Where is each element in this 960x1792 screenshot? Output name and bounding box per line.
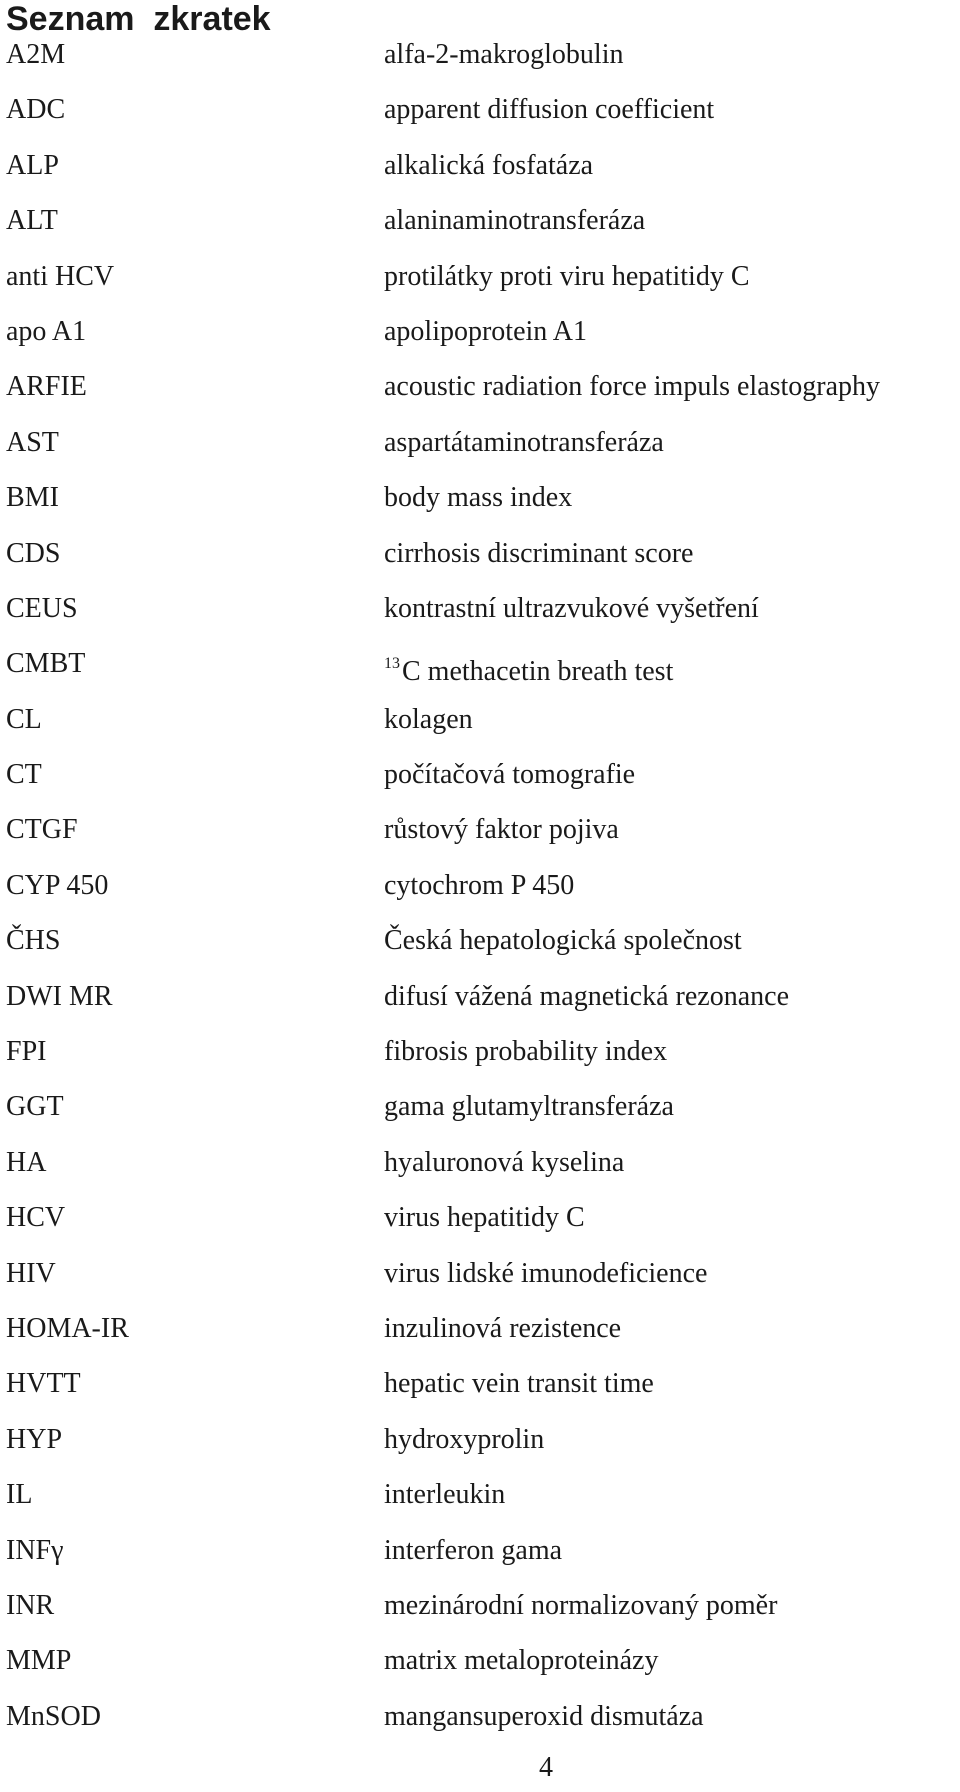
abbreviation: MMP bbox=[6, 1645, 72, 1677]
list-item bbox=[0, 253, 960, 308]
list-item bbox=[0, 973, 960, 1028]
abbreviation-meaning: počítačová tomografie bbox=[384, 759, 636, 791]
abbreviation-meaning: kolagen bbox=[384, 703, 473, 735]
list-item bbox=[0, 86, 960, 141]
superscript: 13 bbox=[384, 655, 400, 673]
list-item bbox=[0, 1139, 960, 1194]
abbreviation: anti HCV bbox=[6, 260, 115, 292]
list-item bbox=[0, 1250, 960, 1305]
abbreviation-meaning: Česká hepatologická společnost bbox=[384, 925, 742, 957]
abbreviation: CMBT bbox=[6, 648, 86, 680]
abbreviation-meaning: gama glutamyltransferáza bbox=[384, 1091, 674, 1123]
abbreviation: FPI bbox=[6, 1036, 47, 1068]
list-item bbox=[0, 1416, 960, 1471]
list-item bbox=[0, 1360, 960, 1415]
list-item bbox=[0, 751, 960, 806]
abbreviation: GGT bbox=[6, 1091, 64, 1123]
list-item bbox=[0, 419, 960, 474]
abbreviation-meaning: acoustic radiation force impuls elastography bbox=[384, 371, 881, 403]
list-item bbox=[0, 640, 960, 695]
abbreviation: ALP bbox=[6, 149, 59, 181]
abbreviation-meaning: inzulinová rezistence bbox=[384, 1312, 622, 1344]
list-item bbox=[0, 142, 960, 197]
abbreviation-meaning: virus lidské imunodeficience bbox=[384, 1257, 708, 1289]
abbreviation: CEUS bbox=[6, 592, 78, 624]
abbreviation: CTGF bbox=[6, 814, 78, 846]
abbreviation-meaning: mangansuperoxid dismutáza bbox=[384, 1700, 704, 1732]
abbreviation-meaning: matrix metaloproteinázy bbox=[384, 1645, 659, 1677]
abbreviation-meaning: cytochrom P 450 bbox=[384, 869, 575, 901]
abbreviation-meaning: interleukin bbox=[384, 1479, 506, 1511]
list-item bbox=[0, 1471, 960, 1526]
abbreviation-meaning: alkalická fosfatáza bbox=[384, 149, 594, 181]
page-title: Seznam zkratek bbox=[6, 0, 271, 38]
abbreviation: CL bbox=[6, 703, 42, 735]
meaning-text: C methacetin breath test bbox=[402, 656, 674, 688]
abbreviation-meaning: fibrosis probability index bbox=[384, 1036, 668, 1068]
list-item bbox=[0, 197, 960, 252]
abbreviation: HCV bbox=[6, 1202, 66, 1234]
abbreviation: HYP bbox=[6, 1423, 63, 1455]
list-item bbox=[0, 1083, 960, 1138]
abbreviation: BMI bbox=[6, 482, 59, 514]
abbreviation: AST bbox=[6, 426, 59, 458]
abbreviation: INR bbox=[6, 1589, 55, 1621]
abbreviation: ČHS bbox=[6, 925, 61, 957]
list-item bbox=[0, 1194, 960, 1249]
abbreviation-meaning: cirrhosis discriminant score bbox=[384, 537, 694, 569]
list-item bbox=[0, 474, 960, 529]
abbreviation: IL bbox=[6, 1479, 33, 1511]
abbreviation: HVTT bbox=[6, 1368, 81, 1400]
list-item bbox=[0, 1305, 960, 1360]
list-item bbox=[0, 1637, 960, 1692]
list-item bbox=[0, 585, 960, 640]
abbreviation: CT bbox=[6, 759, 42, 791]
abbreviation-meaning: apolipoprotein A1 bbox=[384, 315, 587, 347]
abbreviation: HIV bbox=[6, 1257, 56, 1289]
abbreviation-meaning: alfa-2-makroglobulin bbox=[384, 39, 624, 70]
abbreviation-list bbox=[0, 31, 960, 1748]
list-item bbox=[0, 308, 960, 363]
abbreviation-meaning: alaninaminotransferáza bbox=[384, 205, 646, 237]
abbreviation: CYP 450 bbox=[6, 869, 109, 901]
abbreviation-meaning: interferon gama bbox=[384, 1534, 563, 1566]
list-item bbox=[0, 862, 960, 917]
abbreviation-meaning: apparent diffusion coefficient bbox=[384, 94, 715, 126]
abbreviation: DWI MR bbox=[6, 980, 113, 1012]
abbreviation: ALT bbox=[6, 205, 58, 237]
list-item bbox=[0, 363, 960, 418]
abbreviation: CDS bbox=[6, 537, 61, 569]
list-item bbox=[0, 1582, 960, 1637]
abbreviation-meaning: růstový faktor pojiva bbox=[384, 814, 619, 846]
list-item bbox=[0, 806, 960, 861]
list-item bbox=[0, 530, 960, 585]
abbreviation-meaning: body mass index bbox=[384, 482, 573, 514]
list-item bbox=[0, 917, 960, 972]
abbreviation-meaning: mezinárodní normalizovaný poměr bbox=[384, 1589, 778, 1621]
abbreviation: HA bbox=[6, 1146, 47, 1178]
list-item bbox=[0, 31, 960, 86]
abbreviation-meaning: hydroxyprolin bbox=[384, 1423, 545, 1455]
abbreviation: ADC bbox=[6, 94, 66, 126]
abbreviation-meaning: virus hepatitidy C bbox=[384, 1202, 585, 1234]
page-number: 4 bbox=[539, 1752, 553, 1783]
list-item bbox=[0, 1028, 960, 1083]
abbreviation-meaning: hepatic vein transit time bbox=[384, 1368, 654, 1400]
abbreviation: INFγ bbox=[6, 1534, 64, 1566]
abbreviation: MnSOD bbox=[6, 1700, 101, 1732]
list-item bbox=[0, 696, 960, 751]
list-item bbox=[0, 1693, 960, 1748]
list-item bbox=[0, 1527, 960, 1582]
abbreviation: ARFIE bbox=[6, 371, 87, 403]
abbreviation-meaning: difusí vážená magnetická rezonance bbox=[384, 980, 790, 1012]
abbreviation-meaning bbox=[384, 648, 673, 688]
abbreviation-meaning: kontrastní ultrazvukové vyšetření bbox=[384, 592, 759, 624]
abbreviation: A2M bbox=[6, 39, 66, 70]
abbreviation-meaning: aspartátaminotransferáza bbox=[384, 426, 664, 458]
abbreviation-meaning: protilátky proti viru hepatitidy C bbox=[384, 260, 750, 292]
abbreviation: HOMA-IR bbox=[6, 1312, 129, 1344]
abbreviation: apo A1 bbox=[6, 315, 87, 347]
abbreviation-meaning: hyaluronová kyselina bbox=[384, 1146, 625, 1178]
